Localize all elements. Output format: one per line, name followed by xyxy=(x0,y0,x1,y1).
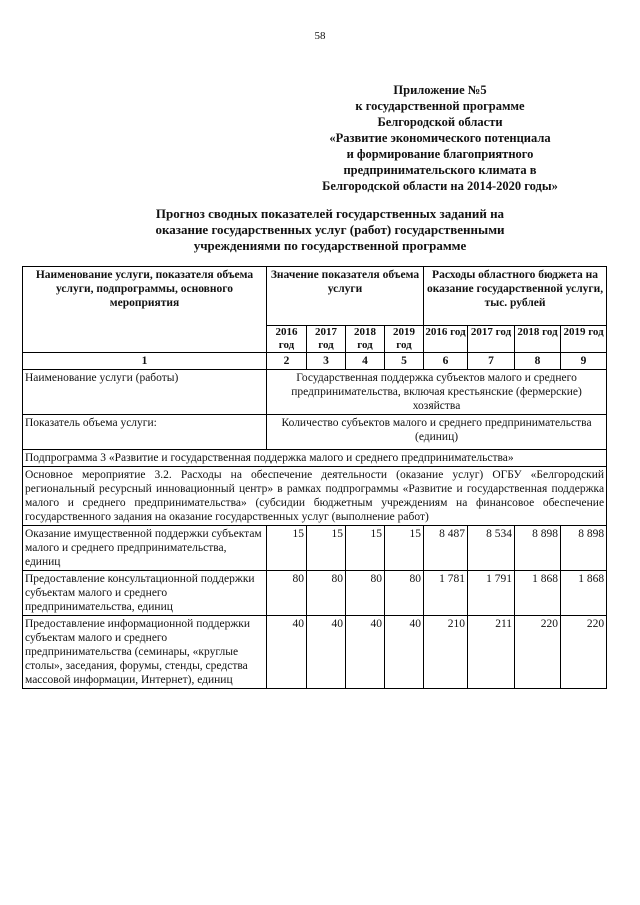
row-value: 220 xyxy=(515,616,561,689)
header-volume: Значение показателя объема услуги xyxy=(267,267,424,326)
subprogram-row: Подпрограмма 3 «Развитие и государственная поддержка малого и среднего предпринимательства» xyxy=(23,450,607,467)
row-value: 8 487 xyxy=(424,526,468,571)
row-value: 15 xyxy=(385,526,424,571)
row-value: 210 xyxy=(424,616,468,689)
column-number: 8 xyxy=(515,353,561,370)
row-name: Предоставление информационной поддержки субъектам малого и среднего предпринимательства (семинары, «круглые столы», заседания, форумы, стенды, средства массовой информации, Интернет), единиц xyxy=(23,616,267,689)
row-value: 220 xyxy=(561,616,607,689)
header-year: 2019 год xyxy=(385,326,424,353)
column-number: 4 xyxy=(346,353,385,370)
appendix-line: Белгородской области xyxy=(377,115,503,129)
header-year: 2016 год xyxy=(267,326,307,353)
title-line: учреждениями по государственной программе xyxy=(193,238,467,253)
row-value: 80 xyxy=(346,571,385,616)
header-service-name: Наименование услуги, показателя объема услуги, подпрограммы, основного мероприятия xyxy=(23,267,267,353)
table-row xyxy=(23,526,607,571)
row-value: 15 xyxy=(267,526,307,571)
row-value: 40 xyxy=(267,616,307,689)
column-number: 2 xyxy=(267,353,307,370)
volume-indicator-label: Показатель объема услуги: xyxy=(23,415,267,450)
page-number: 58 xyxy=(314,30,326,42)
header-year: 2017 год xyxy=(307,326,346,353)
header-expenses: Расходы областного бюджета на оказание государственной услуги, тыс. рублей xyxy=(424,267,607,326)
row-name: Предоставление консультационной поддержки субъектам малого и среднего предпринимательства, единиц xyxy=(23,571,267,616)
row-value: 40 xyxy=(385,616,424,689)
column-number: 3 xyxy=(307,353,346,370)
row-value: 80 xyxy=(385,571,424,616)
appendix-heading xyxy=(300,82,580,194)
row-value: 15 xyxy=(307,526,346,571)
table-row xyxy=(23,616,607,689)
row-value: 40 xyxy=(307,616,346,689)
title-line: оказание государственных услуг (работ) государственными xyxy=(155,222,505,237)
row-value: 8 534 xyxy=(468,526,515,571)
row-value: 15 xyxy=(346,526,385,571)
column-number: 1 xyxy=(23,353,267,370)
row-value: 1 791 xyxy=(468,571,515,616)
row-value: 1 781 xyxy=(424,571,468,616)
column-number: 9 xyxy=(561,353,607,370)
row-value: 40 xyxy=(346,616,385,689)
row-value: 1 868 xyxy=(515,571,561,616)
appendix-line: к государственной программе xyxy=(355,99,525,113)
row-name: Оказание имущественной поддержки субъектам малого и среднего предпринимательства, единиц xyxy=(23,526,267,571)
header-year: 2018 год xyxy=(515,326,561,353)
row-value: 1 868 xyxy=(561,571,607,616)
row-value: 8 898 xyxy=(561,526,607,571)
document-title xyxy=(120,206,540,254)
header-year: 2019 год xyxy=(561,326,607,353)
column-number: 5 xyxy=(385,353,424,370)
header-year: 2016 год xyxy=(424,326,468,353)
service-name-value: Государственная поддержка субъектов малого и среднего предпринимательства, включая крестьянские (фермерские) хозяйства xyxy=(267,370,607,415)
appendix-line: «Развитие экономического потенциала xyxy=(329,131,551,145)
table-row xyxy=(23,571,607,616)
column-number: 6 xyxy=(424,353,468,370)
appendix-line: Приложение №5 xyxy=(393,83,487,97)
appendix-line: предпринимательского климата в xyxy=(343,163,537,177)
volume-indicator-value: Количество субъектов малого и среднего предпринимательства (единиц) xyxy=(267,415,607,450)
service-name-label: Наименование услуги (работы) xyxy=(23,370,267,415)
title-line: Прогноз сводных показателей государственных заданий на xyxy=(155,206,505,221)
header-year: 2018 год xyxy=(346,326,385,353)
column-number: 7 xyxy=(468,353,515,370)
indicators-table xyxy=(22,266,607,689)
header-year: 2017 год xyxy=(468,326,515,353)
row-value: 8 898 xyxy=(515,526,561,571)
row-value: 80 xyxy=(267,571,307,616)
row-value: 80 xyxy=(307,571,346,616)
appendix-line: и формирование благоприятного xyxy=(346,147,534,161)
appendix-line: Белгородской области на 2014-2020 годы» xyxy=(322,179,558,193)
row-value: 211 xyxy=(468,616,515,689)
main-activity-row: Основное мероприятие 3.2. Расходы на обеспечение деятельности (оказание услуг) ОГБУ «Белгородский региональный ресурсный инновационный центр» в рамках подпрограммы «Развитие и государственная поддержка малого и среднего предпринимательства» (субсидии бюджетным учреждениям на финансовое обеспечение государственного задания на оказание государственных услуг (выполнение работ) xyxy=(23,467,607,526)
